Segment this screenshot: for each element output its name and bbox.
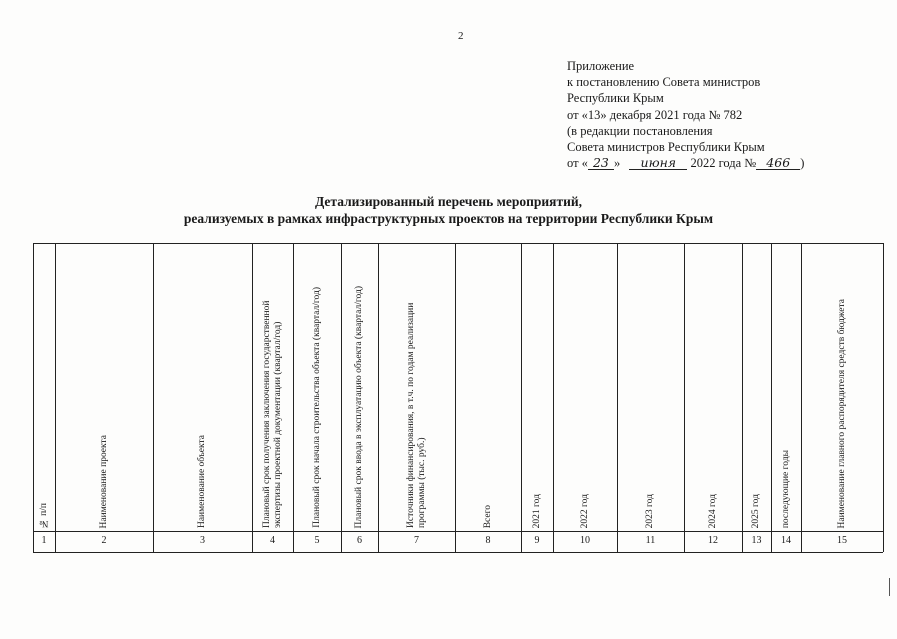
column-header <box>293 243 341 528</box>
column-header-text: 2023 год <box>645 493 655 528</box>
column-number: 6 <box>357 535 362 546</box>
handwritten-month: июня <box>629 156 687 170</box>
date-year: 2022 года № <box>690 156 757 171</box>
handwritten-day: 23 <box>588 156 614 170</box>
column-header <box>341 243 378 528</box>
column-header-text: 2024 год <box>707 493 718 528</box>
table-bottom-border <box>33 552 883 553</box>
page-edge-line <box>889 578 890 596</box>
column-number: 14 <box>781 535 791 546</box>
title-line-1: Детализированный перечень мероприятий, <box>314 194 583 209</box>
column-header <box>455 243 521 528</box>
title-line-2: реализуемых в рамках инфраструктурных проектов на территории Республики Крым <box>183 211 714 226</box>
appendix-line: к постановлению Совета министров <box>567 75 761 90</box>
column-header <box>521 243 553 528</box>
amendment-date-line: от « 23 » июня 2022 года № 466 ) <box>567 155 805 171</box>
appendix-block <box>567 58 804 171</box>
column-header <box>771 243 801 528</box>
column-header-text: Источники финансирования, в т.ч. по годам реализации программы (тыс. руб.) <box>405 302 427 528</box>
column-header <box>153 243 252 528</box>
column-header-text: № п/п <box>38 502 49 528</box>
column-header <box>684 243 742 528</box>
appendix-line: Совета министров Республики Крым <box>567 140 765 155</box>
column-header <box>252 243 293 528</box>
column-header <box>378 243 455 528</box>
document-title <box>0 193 897 227</box>
column-header-text: Плановый срок получения заключения государственной экспертизы проектной документации (квартал/год) <box>261 300 283 528</box>
column-header <box>617 243 684 528</box>
column-header-text: 2025 год <box>751 493 761 528</box>
column-header <box>33 243 55 528</box>
appendix-line: Приложение <box>567 59 635 73</box>
page-number: 2 <box>458 30 464 42</box>
column-number: 4 <box>270 535 275 546</box>
column-number: 8 <box>485 535 491 546</box>
column-header-text: 2021 год <box>531 493 542 528</box>
column-header <box>553 243 617 528</box>
column-number: 2 <box>101 535 107 546</box>
column-number: 10 <box>580 535 590 546</box>
header-bottom-border <box>33 531 883 532</box>
handwritten-number: 466 <box>756 156 800 170</box>
appendix-line: Республики Крым <box>567 91 664 106</box>
column-header-text: 2022 год <box>579 493 590 528</box>
column-number: 7 <box>414 535 419 546</box>
column-header-text: Плановый срок начала строительства объекта (квартал/год) <box>311 287 322 528</box>
column-header <box>801 243 883 528</box>
date-sep: » <box>613 156 621 171</box>
column-header-text: Плановый срок ввода в эксплуатацию объекта (квартал/год) <box>354 285 364 528</box>
column-number: 11 <box>645 535 656 546</box>
column-number: 15 <box>837 535 847 546</box>
column-header <box>55 243 153 528</box>
column-number: 12 <box>708 535 718 546</box>
column-divider <box>883 243 884 552</box>
column-header-text: последующие годы <box>780 449 791 528</box>
column-number: 9 <box>534 535 540 546</box>
appendix-line: от «13» декабря 2021 года № 782 <box>567 107 743 122</box>
column-number: 3 <box>200 535 205 546</box>
column-header-text: Наименование главного распорядителя средств бюджета <box>836 298 847 528</box>
column-header-text: Наименование проекта <box>98 434 109 528</box>
date-prefix: от « <box>567 156 588 171</box>
column-header <box>742 243 771 528</box>
column-header-text: Наименование объекта <box>197 434 207 528</box>
column-number: 13 <box>751 535 762 546</box>
column-number: 1 <box>41 535 47 546</box>
column-header-text: Всего <box>482 504 493 528</box>
column-number: 5 <box>314 535 320 546</box>
appendix-line: (в редакции постановления <box>567 123 713 138</box>
